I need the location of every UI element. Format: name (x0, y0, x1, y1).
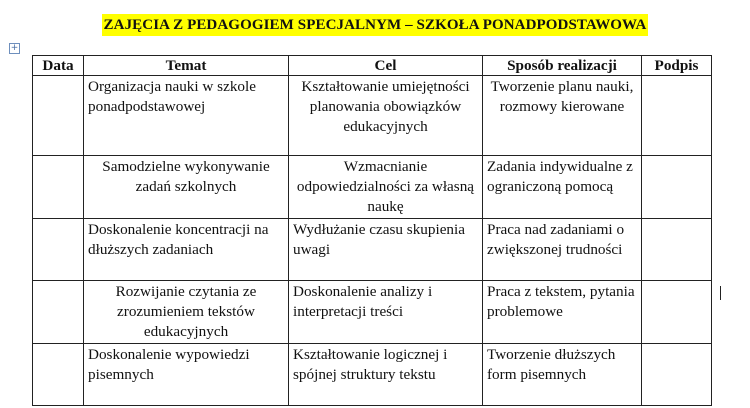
table-row (33, 344, 712, 406)
header-podpis: Podpis (642, 56, 712, 76)
table-row (33, 156, 712, 219)
table-row (33, 281, 712, 344)
table-move-handle-icon[interactable]: + (10, 43, 19, 53)
cell-temat[interactable]: Rozwijanie czytania ze zrozumieniem tekstów edukacyjnych (84, 281, 289, 344)
text-cursor (720, 286, 721, 300)
table-row (33, 76, 712, 156)
cell-podpis[interactable] (642, 344, 712, 406)
cell-data[interactable] (33, 76, 84, 156)
cell-data[interactable] (33, 156, 84, 219)
cell-podpis[interactable] (642, 76, 712, 156)
table-row (33, 219, 712, 281)
cell-cel[interactable]: Kształtowanie umiejętności planowania obowiązków edukacyjnych (289, 76, 483, 156)
cell-cel[interactable]: Wydłużanie czasu skupienia uwagi (289, 219, 483, 281)
document-title: ZAJĘCIA Z PEDAGOGIEM SPECJALNYM – SZKOŁA PONADPODSTAWOWA (102, 14, 649, 36)
title-wrap (0, 14, 750, 36)
cell-temat[interactable]: Samodzielne wykonywanie zadań szkolnych (84, 156, 289, 219)
cell-sposob[interactable]: Tworzenie planu nauki, rozmowy kierowane (483, 76, 642, 156)
cell-temat[interactable]: Organizacja nauki w szkole ponadpodstawowej (84, 76, 289, 156)
table-header-row (33, 56, 712, 76)
header-cel: Cel (289, 56, 483, 76)
cell-temat[interactable]: Doskonalenie wypowiedzi pisemnych (84, 344, 289, 406)
cell-cel[interactable]: Kształtowanie logicznej i spójnej struktury tekstu (289, 344, 483, 406)
header-data: Data (33, 56, 84, 76)
cell-sposob[interactable]: Zadania indywidualne z ograniczoną pomocą (483, 156, 642, 219)
header-temat: Temat (84, 56, 289, 76)
cell-podpis[interactable] (642, 156, 712, 219)
cell-cel[interactable]: Doskonalenie analizy i interpretacji treści (289, 281, 483, 344)
cell-podpis[interactable] (642, 219, 712, 281)
cell-sposob[interactable]: Praca nad zadaniami o zwiększonej trudności (483, 219, 642, 281)
cell-data[interactable] (33, 219, 84, 281)
cell-podpis[interactable] (642, 281, 712, 344)
cell-sposob[interactable]: Tworzenie dłuższych form pisemnych (483, 344, 642, 406)
cell-data[interactable] (33, 344, 84, 406)
cell-cel[interactable]: Wzmacnianie odpowiedzialności za własną naukę (289, 156, 483, 219)
lesson-table (32, 55, 712, 406)
cell-sposob[interactable]: Praca z tekstem, pytania problemowe (483, 281, 642, 344)
cell-temat[interactable]: Doskonalenie koncentracji na dłuższych zadaniach (84, 219, 289, 281)
header-sposob: Sposób realizacji (483, 56, 642, 76)
cell-data[interactable] (33, 281, 84, 344)
